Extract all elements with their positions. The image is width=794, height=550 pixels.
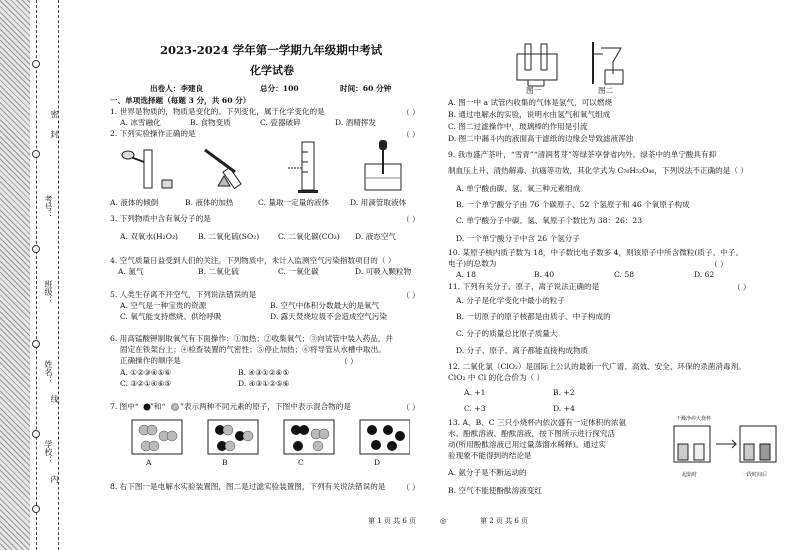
school-label: 学校： bbox=[44, 440, 53, 464]
right-column bbox=[448, 0, 788, 550]
q7-stem-end: ”表示两种不同元素的原子，下图中表示混合物的是 bbox=[180, 402, 351, 411]
q11-stem: 11. 下列有关分子、原子、离子说法正确的是 bbox=[448, 282, 600, 291]
q9-stem-line1: 9. 我市盛产茶叶，“雪青”“清润茗芽”等绿茶享誉省内外。绿茶中的单宁酸具有抑 bbox=[448, 150, 717, 159]
q2-option-d: D. 用滴管取液体 bbox=[350, 198, 407, 207]
page-footer: 第 2 页 共 6 页 bbox=[480, 517, 529, 525]
q9-option-a: A. 单宁酸由碳、氢、氧三种元素组成 bbox=[456, 184, 581, 193]
q7-stem-mid: ”和“ bbox=[150, 402, 166, 411]
grey-atom-icon bbox=[170, 402, 180, 412]
q13-option-a: A. 氨分子是不断运动的 bbox=[448, 468, 527, 477]
q7-option-c: C bbox=[298, 458, 304, 467]
q2-option-b: B. 液体的加热 bbox=[185, 198, 234, 207]
q10-option-a: A. 18 bbox=[456, 270, 476, 279]
q4-option-c: C. 一氧化碳 bbox=[278, 267, 319, 276]
q4-option-d: D. 可吸入颗粒物 bbox=[355, 267, 412, 276]
answer-paren: （ ） bbox=[733, 283, 751, 292]
electrolysis-filtration-illustration bbox=[513, 40, 633, 88]
class-label: 班级： bbox=[44, 280, 53, 304]
q10-option-c: C. 58 bbox=[614, 270, 635, 279]
seal-char: 封 bbox=[50, 130, 59, 138]
q3-option-c: C. 二氧化碳(CO₂) bbox=[278, 232, 340, 241]
q7-option-a: A bbox=[146, 458, 152, 467]
q7-option-d: D bbox=[374, 458, 381, 467]
molecule-boxes-illustration bbox=[130, 418, 410, 464]
answer-paren: （ ） bbox=[340, 357, 358, 366]
q6-stem-line2: 固定在铁架台上；④检查装置的气密性；⑤停止加热；⑥将导管从水槽中取出。 bbox=[120, 345, 386, 354]
q3-option-d: D. 液态空气 bbox=[355, 232, 397, 241]
q4-option-a: A. 氮气 bbox=[118, 267, 144, 276]
binding-hole bbox=[32, 60, 40, 68]
q12-stem-line1: 12. 二氧化氯（ClO₂）是国际上公认的最新一代广谱、高效、安全、环保的杀菌消毒剂。 bbox=[448, 362, 746, 371]
q2-stem: 2. 下列实验操作正确的是 bbox=[110, 129, 196, 138]
q6-option-b: B. ④③①②⑥⑤ bbox=[238, 368, 290, 377]
seal-char: 内 bbox=[50, 475, 59, 483]
q12-option-b: B. +2 bbox=[553, 388, 575, 397]
q13-stem-line1: 13. A、B、C 三只小烧杯内依次盛有一定体积的浓氨 bbox=[448, 418, 627, 427]
left-column bbox=[110, 0, 440, 550]
q10-option-b: B. 40 bbox=[534, 270, 555, 279]
beaker-caption: 干燥净停大烧杯 bbox=[676, 416, 712, 422]
q5-stem: 5. 人类生存离不开空气，下列说法错误的是 bbox=[110, 290, 257, 299]
q1-option-c: C. 瓷器破碎 bbox=[260, 118, 301, 127]
page-footer: 第 1 页 共 6 页 bbox=[368, 517, 417, 525]
q9-stem-line2: 制血压上升、清热解毒、抗癌等功效，其化学式为 C₇₆H₅₂O₄₆，下列说法不正确的是（ ） bbox=[448, 166, 748, 175]
measuring-cylinder-illustration bbox=[280, 138, 340, 196]
seal-char: 密 bbox=[50, 110, 59, 118]
q13-option-b: B. 空气不能使酚酞溶液变红 bbox=[448, 486, 542, 495]
answer-paren: （ ） bbox=[402, 215, 420, 224]
q9-option-d: D. 一个单宁酸分子中含 26 个氢分子 bbox=[456, 234, 580, 243]
q2-option-a: A. 液体的倾倒 bbox=[110, 198, 159, 207]
q12-option-c: C. +3 bbox=[464, 404, 486, 413]
figure-2-label: 图二 bbox=[598, 86, 614, 95]
q4-option-b: B. 二氧化硫 bbox=[198, 267, 239, 276]
q8-option-a: A. 图一中 a 试管内收集的气体是氢气，可以燃烧 bbox=[448, 98, 612, 107]
q13-stem-line4: 验现象不能得到的结论是 bbox=[448, 451, 532, 460]
q5-option-a: A. 空气是一种宝贵的资源 bbox=[120, 301, 207, 310]
q5-option-c: C. 氧气能支持燃烧、供给呼吸 bbox=[120, 312, 222, 321]
answer-paren: （ ） bbox=[710, 260, 728, 269]
q8-option-d: D. 图二中漏斗内的液面高于滤纸的边缘会导致滤液浑浊 bbox=[448, 134, 634, 143]
exam-title: 2023-2024 学年第一学期九年级期中考试 bbox=[160, 43, 383, 57]
box-a bbox=[132, 420, 182, 454]
q10-stem-line2: 电子)的总数为 bbox=[448, 259, 497, 268]
figure-1-label: 图一 bbox=[526, 86, 542, 95]
q1-option-d: D. 酒精挥发 bbox=[335, 118, 377, 127]
q9-option-b: B. 一个单宁酸分子由 76 个碳原子、52 个氢原子和 46 个氧原子构成 bbox=[456, 200, 690, 209]
q11-option-b: B. 一切原子的原子核都是由质子、中子构成的 bbox=[456, 312, 611, 321]
q6-option-c: C. ③②①④⑥⑤ bbox=[120, 379, 172, 388]
q11-option-d: D. 分子、原子、离子都能直接构成物质 bbox=[456, 346, 589, 355]
id-label: 考号： bbox=[44, 195, 53, 219]
q6-stem-line1: 6. 用高锰酸钾制取氧气有下面操作：①加热；②收集氧气；③向试管中装入药品，并 bbox=[110, 334, 394, 343]
q13-stem-line3: 动(所用酚酞溶液已用过量蒸馏水稀释)。通过实 bbox=[448, 440, 606, 449]
heating-liquid-illustration bbox=[200, 142, 250, 194]
binding-hole bbox=[32, 245, 40, 253]
cut-line bbox=[36, 0, 37, 550]
seal-char: 线 bbox=[50, 395, 59, 403]
seal-line bbox=[58, 0, 59, 550]
answer-paren: （ ） bbox=[402, 108, 420, 117]
binding-hole bbox=[32, 340, 40, 348]
q10-option-d: D. 62 bbox=[694, 270, 715, 279]
binding-strip bbox=[0, 0, 62, 550]
q1-stem: 1. 世界是物质的，物质是变化的。下列变化，属于化学变化的是 bbox=[110, 107, 325, 116]
answer-paren: （ ） bbox=[402, 291, 420, 300]
pouring-liquid-illustration bbox=[118, 142, 178, 194]
q7-stem-start: 7. 图中“ bbox=[110, 402, 139, 411]
q6-option-a: A. ①②③④⑤⑥ bbox=[120, 368, 172, 377]
answer-paren: （ ） bbox=[402, 483, 420, 492]
center-mark: ◎ bbox=[440, 517, 447, 525]
q5-option-b: B. 空气中体积分数最大的是氧气 bbox=[270, 301, 380, 310]
box-b bbox=[208, 420, 258, 454]
q2-option-c: C. 量取一定量的液体 bbox=[258, 198, 330, 207]
exam-time: 时间：60 分钟 bbox=[340, 84, 392, 93]
q5-option-d: D. 露天焚烧垃圾不会造成空气污染 bbox=[270, 312, 387, 321]
q6-stem-line3: 正确操作的顺序是 bbox=[120, 356, 181, 365]
ammonia-diffusion-illustration bbox=[668, 420, 778, 470]
name-label: 姓名： bbox=[44, 360, 53, 384]
q11-option-c: C. 分子的质量总比原子质量大 bbox=[456, 329, 558, 338]
q12-stem-line2: ClO₂ 中 Cl 的化合价为（ ） bbox=[448, 373, 545, 382]
q12-option-a: A. +1 bbox=[464, 388, 486, 397]
q7-option-b: B bbox=[222, 458, 228, 467]
binding-hole bbox=[32, 430, 40, 438]
section-title: 一、单项选择题（每题 3 分，共 60 分） bbox=[110, 96, 251, 105]
q6-option-d: D. ④③①②⑤⑥ bbox=[238, 379, 290, 388]
box-d bbox=[360, 420, 410, 454]
binding-hole bbox=[32, 150, 40, 158]
box-c bbox=[284, 420, 334, 454]
dropper-illustration bbox=[355, 138, 410, 196]
exam-score: 总分：100 bbox=[260, 84, 299, 93]
q9-option-c: C. 单宁酸分子中碳、氢、氧原子个数比为 38：26：23 bbox=[456, 216, 643, 225]
exam-subject: 化学试卷 bbox=[250, 64, 294, 77]
later-caption: 一段时间后 bbox=[742, 472, 768, 478]
q1-option-b: B. 食物变质 bbox=[190, 118, 231, 127]
q8-option-c: C. 图二过滤操作中，玻璃棒的作用是引流 bbox=[448, 122, 588, 131]
q13-stem-line2: 水、酚酞溶液、酚酞溶液，按下图所示进行探究活 bbox=[448, 429, 616, 438]
answer-paren: （ ） bbox=[402, 130, 420, 139]
hatched-gutter bbox=[0, 0, 30, 550]
q3-option-a: A. 双氧水(H₂O₂) bbox=[120, 232, 178, 241]
binding-hole bbox=[32, 505, 40, 513]
q3-stem: 3. 下列物质中含有氧分子的是 bbox=[110, 214, 211, 223]
q10-stem-line1: 10. 某原子核内质子数为 18，中子数比电子数多 4，则该原子中所含微粒(质子、中子、 bbox=[448, 248, 743, 257]
q8-stem: 8. 右下图一是电解水实验装置图，图二是过滤实验装置图，下列有关说法错误的是 bbox=[110, 482, 386, 491]
answer-paren: （ ） bbox=[402, 403, 420, 412]
q12-option-d: D. +4 bbox=[553, 404, 575, 413]
q4-stem: 4. 空气质量日益受到人们的关注。下列物质中，未计入监测空气污染指数项目的（ ） bbox=[110, 256, 396, 265]
q3-option-b: B. 二氧化硫(SO₂) bbox=[198, 232, 260, 241]
q1-option-a: A. 冰雪融化 bbox=[120, 118, 161, 127]
q11-option-a: A. 分子是化学变化中最小的粒子 bbox=[456, 296, 566, 305]
exam-author: 出卷人：李建良 bbox=[150, 84, 204, 93]
q8-option-b: B. 通过电解水的实验，说明水由氢气和氧气组成 bbox=[448, 110, 611, 119]
start-caption: 起始时 bbox=[682, 472, 698, 478]
